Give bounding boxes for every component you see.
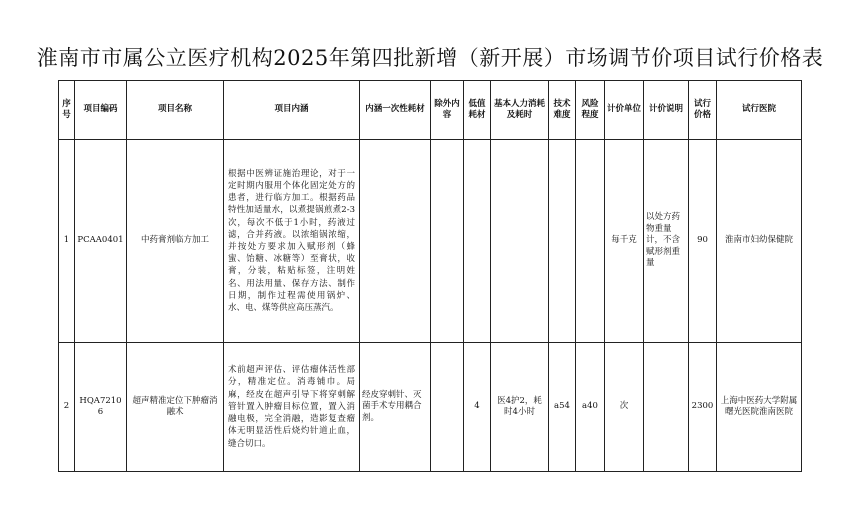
cell-no: 2 xyxy=(59,343,75,472)
header-cell: 试行价格 xyxy=(689,81,717,140)
cell-low-value: 4 xyxy=(464,343,491,472)
table-row xyxy=(59,140,802,343)
header-cell: 技术难度 xyxy=(549,81,576,140)
header-cell: 内涵一次性耗材 xyxy=(360,81,431,140)
header-row xyxy=(59,81,802,140)
cell-price: 90 xyxy=(689,140,717,343)
cell-name: 中药膏剂临方加工 xyxy=(127,140,224,343)
cell-note xyxy=(644,343,689,472)
cell-price: 2300 xyxy=(689,343,717,472)
cell-hospital: 上海中医药大学附属曙光医院淮南医院 xyxy=(717,343,802,472)
table-row xyxy=(59,343,802,472)
cell-risk: a40 xyxy=(576,343,605,472)
cell-content: 根据中医辨证施治理论，对于一定时期内服用个体化固定处方的患者，进行临方加工。根据药品特性加适量水，以煮提锅煎煮2-3次，每次不低于1小时，药液过滤，合并药液。以浓缩锅浓缩，并按处方要求加入赋形剂（蜂蜜、饴糖、冰糖等）至膏状，收膏，分装，粘贴标签，注明姓名、用法用量、保存方法、制作日期，制作过程需使用锅炉、水、电、煤等供应高压蒸汽。 xyxy=(224,140,360,343)
price-table xyxy=(58,80,802,472)
cell-no: 1 xyxy=(59,140,75,343)
header-cell: 项目名称 xyxy=(127,81,224,140)
header-cell: 项目内涵 xyxy=(224,81,360,140)
cell-name: 超声精准定位下肿瘤消融术 xyxy=(127,343,224,472)
cell-unit: 次 xyxy=(605,343,644,472)
cell-difficulty: a54 xyxy=(549,343,576,472)
header-cell: 项目编码 xyxy=(75,81,127,140)
header-cell: 低值耗材 xyxy=(464,81,491,140)
cell-note: 以处方药物重量计，不含赋形剂重量 xyxy=(644,140,689,343)
header-cell: 试行医院 xyxy=(717,81,802,140)
cell-consumables: 经皮穿刺针、灭菌手术专用耦合剂。 xyxy=(360,343,431,472)
header-cell: 序号 xyxy=(59,81,75,140)
page-title: 淮南市市属公立医疗机构2025年第四批新增（新开展）市场调节价项目试行价格表 xyxy=(36,46,824,70)
cell-labor: 医4护2，耗时4小时 xyxy=(491,343,549,472)
cell-consumables xyxy=(360,140,431,343)
cell-risk xyxy=(576,140,605,343)
cell-content: 术前超声评估、评估瘤体活性部分，精准定位。消毒铺巾。局麻，经皮在超声引导下将穿刺解管针置入肿瘤目标位置，置入消融电极，完全消融，造影复查瘤体无明显活性后烧灼针道止血，缝合切口。 xyxy=(224,343,360,472)
cell-code: PCAA0401 xyxy=(75,140,127,343)
header-cell: 基本人力消耗及耗时 xyxy=(491,81,549,140)
cell-labor xyxy=(491,140,549,343)
cell-exclusions xyxy=(431,140,464,343)
header-cell: 计价说明 xyxy=(644,81,689,140)
cell-unit: 每千克 xyxy=(605,140,644,343)
header-cell: 计价单位 xyxy=(605,81,644,140)
cell-code: HQA72106 xyxy=(75,343,127,472)
cell-hospital: 淮南市妇幼保健院 xyxy=(717,140,802,343)
header-cell: 除外内容 xyxy=(431,81,464,140)
header-cell: 风险程度 xyxy=(576,81,605,140)
cell-difficulty xyxy=(549,140,576,343)
cell-exclusions xyxy=(431,343,464,472)
cell-low-value xyxy=(464,140,491,343)
